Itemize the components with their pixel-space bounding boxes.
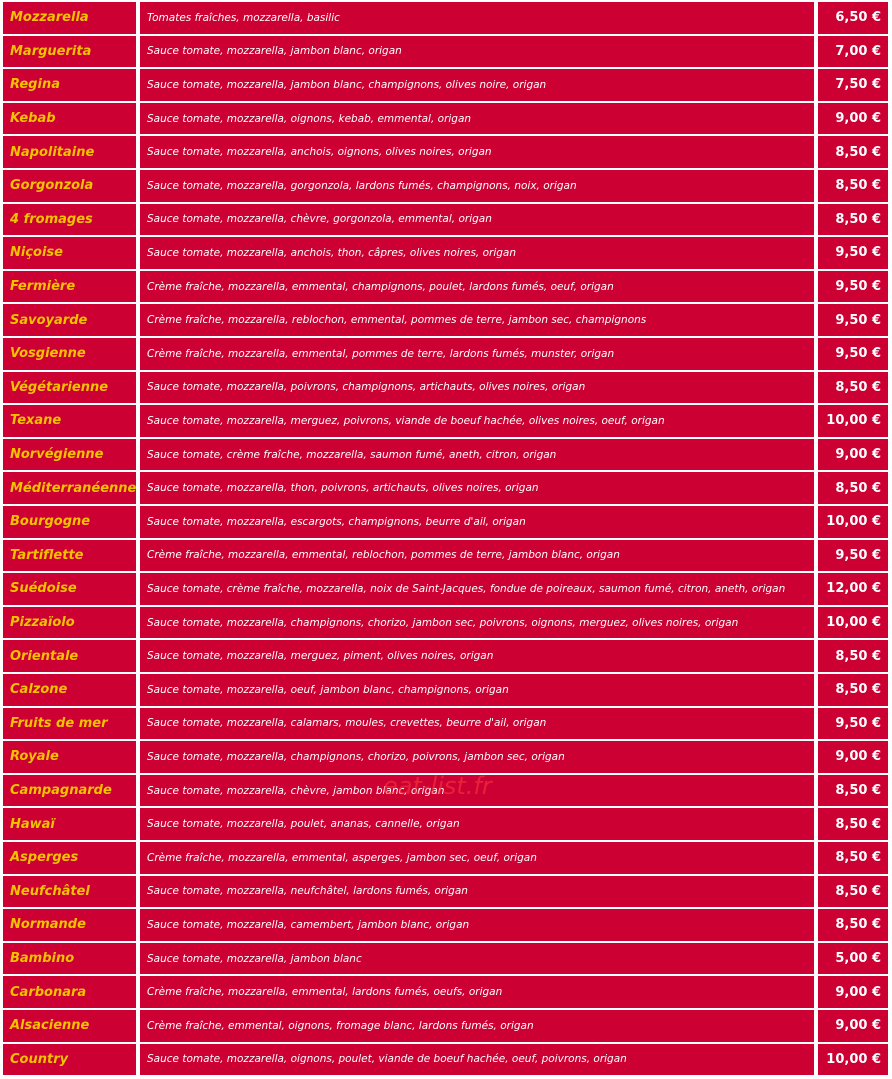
pizza-name: Suédoise [3,573,136,605]
pizza-price: 6,50 € [818,2,888,34]
menu-row [0,1010,892,1042]
pizza-name: Kebab [3,103,136,135]
pizza-name: Bourgogne [3,506,136,538]
menu-row [0,708,892,740]
pizza-ingredients: Sauce tomate, mozzarella, poivrons, champignons, artichauts, olives noires, origan [140,372,814,404]
pizza-price: 8,50 € [818,909,888,941]
pizza-price: 8,50 € [818,136,888,168]
menu-row [0,237,892,269]
pizza-price: 8,50 € [818,204,888,236]
pizza-ingredients: Sauce tomate, crème fraîche, mozzarella, saumon fumé, aneth, citron, origan [140,439,814,471]
pizza-ingredients: Sauce tomate, mozzarella, jambon blanc, champignons, olives noire, origan [140,69,814,101]
menu-row [0,1044,892,1076]
menu-row [0,372,892,404]
pizza-name: Bambino [3,943,136,975]
pizza-price: 8,50 € [818,775,888,807]
pizza-price: 8,50 € [818,842,888,874]
pizza-ingredients: Sauce tomate, mozzarella, oignons, kebab, emmental, origan [140,103,814,135]
pizza-price: 8,50 € [818,876,888,908]
menu-row [0,943,892,975]
pizza-ingredients: Sauce tomate, mozzarella, anchois, oignons, olives noires, origan [140,136,814,168]
pizza-ingredients: Sauce tomate, mozzarella, camembert, jambon blanc, origan [140,909,814,941]
pizza-price: 8,50 € [818,472,888,504]
pizza-price: 9,00 € [818,976,888,1008]
pizza-ingredients: Sauce tomate, mozzarella, chèvre, jambon blanc, origan [140,775,814,807]
pizza-ingredients: Tomates fraîches, mozzarella, basilic [140,2,814,34]
pizza-name: Campagnarde [3,775,136,807]
pizza-name: 4 fromages [3,204,136,236]
pizza-ingredients: Sauce tomate, mozzarella, anchois, thon, câpres, olives noires, origan [140,237,814,269]
pizza-name: Calzone [3,674,136,706]
pizza-ingredients: Sauce tomate, mozzarella, thon, poivrons, artichauts, olives noires, origan [140,472,814,504]
menu-row [0,204,892,236]
pizza-price: 8,50 € [818,674,888,706]
pizza-name: Mozzarella [3,2,136,34]
menu-row [0,170,892,202]
menu-row [0,540,892,572]
pizza-name: Vosgienne [3,338,136,370]
pizza-name: Fruits de mer [3,708,136,740]
pizza-name: Alsacienne [3,1010,136,1042]
pizza-ingredients: Sauce tomate, mozzarella, merguez, poivrons, viande de boeuf hachée, olives noires, oeuf, origan [140,405,814,437]
pizza-ingredients: Sauce tomate, mozzarella, chèvre, gorgonzola, emmental, origan [140,204,814,236]
pizza-ingredients: Sauce tomate, mozzarella, oignons, poulet, viande de boeuf hachée, oeuf, poivrons, origan [140,1044,814,1076]
pizza-ingredients: Sauce tomate, mozzarella, champignons, chorizo, poivrons, jambon sec, origan [140,741,814,773]
menu-row [0,842,892,874]
menu-row [0,271,892,303]
pizza-price: 8,50 € [818,808,888,840]
pizza-price: 10,00 € [818,607,888,639]
pizza-ingredients: Crème fraîche, mozzarella, emmental, pommes de terre, lardons fumés, munster, origan [140,338,814,370]
menu-row [0,69,892,101]
pizza-name: Norvégienne [3,439,136,471]
watermark: eat-list.fr [383,772,492,800]
menu-row [0,103,892,135]
menu-row [0,36,892,68]
pizza-name: Fermière [3,271,136,303]
pizza-name: Texane [3,405,136,437]
pizza-name: Asperges [3,842,136,874]
pizza-name: Normande [3,909,136,941]
menu-row [0,775,892,807]
menu-row [0,304,892,336]
pizza-price: 9,50 € [818,304,888,336]
menu-row [0,573,892,605]
menu-row [0,741,892,773]
pizza-price: 7,50 € [818,69,888,101]
pizza-ingredients: Sauce tomate, mozzarella, poulet, ananas, cannelle, origan [140,808,814,840]
menu-row [0,2,892,34]
pizza-name: Niçoise [3,237,136,269]
pizza-ingredients: Sauce tomate, mozzarella, jambon blanc [140,943,814,975]
pizza-name: Royale [3,741,136,773]
menu-row [0,808,892,840]
menu-row [0,506,892,538]
pizza-name: Tartiflette [3,540,136,572]
menu-row [0,607,892,639]
pizza-ingredients: Sauce tomate, mozzarella, neufchâtel, lardons fumés, origan [140,876,814,908]
pizza-ingredients: Sauce tomate, crème fraîche, mozzarella, noix de Saint-Jacques, fondue de poireaux, saumon fumé, citron, aneth, origan [140,573,814,605]
pizza-price: 9,50 € [818,540,888,572]
pizza-ingredients: Sauce tomate, mozzarella, gorgonzola, lardons fumés, champignons, noix, origan [140,170,814,202]
pizza-name: Savoyarde [3,304,136,336]
pizza-ingredients: Sauce tomate, mozzarella, oeuf, jambon blanc, champignons, origan [140,674,814,706]
menu-row [0,909,892,941]
menu-row [0,136,892,168]
pizza-price: 9,50 € [818,237,888,269]
pizza-ingredients: Crème fraîche, mozzarella, emmental, champignons, poulet, lardons fumés, oeuf, origan [140,271,814,303]
pizza-ingredients: Sauce tomate, mozzarella, merguez, piment, olives noires, origan [140,640,814,672]
pizza-price: 12,00 € [818,573,888,605]
pizza-price: 9,00 € [818,439,888,471]
pizza-price: 8,50 € [818,640,888,672]
pizza-price: 9,00 € [818,103,888,135]
menu-row [0,674,892,706]
menu-row [0,976,892,1008]
pizza-name: Country [3,1044,136,1076]
pizza-ingredients: Crème fraîche, mozzarella, emmental, asperges, jambon sec, oeuf, origan [140,842,814,874]
menu-row [0,405,892,437]
pizza-ingredients: Sauce tomate, mozzarella, jambon blanc, origan [140,36,814,68]
menu-row [0,472,892,504]
pizza-price: 5,00 € [818,943,888,975]
pizza-name: Gorgonzola [3,170,136,202]
pizza-name: Hawaï [3,808,136,840]
pizza-price: 8,50 € [818,170,888,202]
pizza-ingredients: Sauce tomate, mozzarella, champignons, chorizo, jambon sec, poivrons, oignons, merguez, olives noires, origan [140,607,814,639]
pizza-name: Regina [3,69,136,101]
pizza-ingredients: Sauce tomate, mozzarella, escargots, champignons, beurre d'ail, origan [140,506,814,538]
menu-row [0,338,892,370]
pizza-price: 10,00 € [818,1044,888,1076]
pizza-name: Orientale [3,640,136,672]
pizza-ingredients: Sauce tomate, mozzarella, calamars, moules, crevettes, beurre d'ail, origan [140,708,814,740]
pizza-price: 9,00 € [818,741,888,773]
pizza-price: 7,00 € [818,36,888,68]
pizza-name: Napolitaine [3,136,136,168]
pizza-name: Méditerranéenne [3,472,136,504]
pizza-price: 9,50 € [818,338,888,370]
pizza-name: Marguerita [3,36,136,68]
pizza-ingredients: Crème fraîche, mozzarella, emmental, reblochon, pommes de terre, jambon blanc, origan [140,540,814,572]
pizza-ingredients: Crème fraîche, emmental, oignons, fromage blanc, lardons fumés, origan [140,1010,814,1042]
pizza-price: 10,00 € [818,405,888,437]
menu-row [0,439,892,471]
pizza-price: 8,50 € [818,372,888,404]
pizza-price: 9,50 € [818,708,888,740]
pizza-name: Végétarienne [3,372,136,404]
pizza-name: Neufchâtel [3,876,136,908]
pizza-price: 9,00 € [818,1010,888,1042]
menu-row [0,640,892,672]
pizza-ingredients: Crème fraîche, mozzarella, reblochon, emmental, pommes de terre, jambon sec, champignons [140,304,814,336]
menu-row [0,876,892,908]
pizza-ingredients: Crème fraîche, mozzarella, emmental, lardons fumés, oeufs, origan [140,976,814,1008]
pizza-price: 9,50 € [818,271,888,303]
pizza-name: Carbonara [3,976,136,1008]
pizza-price: 10,00 € [818,506,888,538]
pizza-name: Pizzaïolo [3,607,136,639]
